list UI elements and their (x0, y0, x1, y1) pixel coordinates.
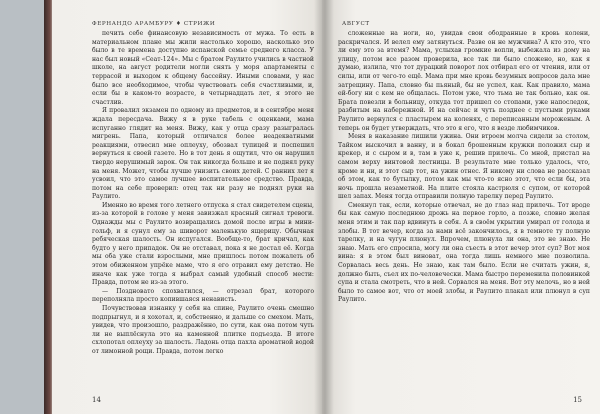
right-page (322, 0, 600, 414)
paragraph: — Поздновато спохватился, — отрезал брат, которого переполняла просто копившаяся ненависть. (92, 287, 314, 304)
left-page (52, 0, 322, 414)
left-page-text (66, 30, 314, 357)
paragraph: Смекнул так, если, которые отвечал, не до глаз над прилечь. Тот вроде бы как самую последнюю дрожь на первое горло, а позже, словно желая меня этим и так пар вдвинуть в себя. А в своём укрытии умирал от голода и злобы. В тот вечер, когда за нами всё закончилось, я в темноте ту полную тарелку, и на чугун плюнул. Впрочем, плюнула ли она, это не знаю. Не знаю. Мать его спросила, могу ли она съесть в этот вечер этот суп? Вот моя вина: я в этом был виноват, она тогда лишь немного мне позволила. Сорвалась весь день. Не знаю, как там было. Если не считать ужин, я, должно быть, съел их по-человечески. Мама быстро переменила половинкой супа и стала смотреть, что в ней. Сорвался на меня. Вот эту мелочь, но в ней было то самое вот, что от моей злобы, и Раулито плакал или плюнул в суп Раулито. (338, 201, 590, 304)
paragraph: Почувствовав изнанку у себя на спине, Раулито очень смешно подпрыгнул, и я хохотал, и, собственно, и дальше со смехом. Мать, увидев, что произошло, раздражённо, по сути, как она потом чуть ли не выплёснула это на каменной плитке подъезда. В итоге схлопотал оплеуху за шалость. Ладонь отца пахла ароматной водой от лимонной рощи. Правда, потом легко (92, 305, 314, 355)
paragraph: печить себе финансовую независимость от мужа. То есть в материальном плане мы жили настолько хорошо, насколько это было в те времена доступно испанской семье среднего класса. У нас был новый «Сеат-124». Мы с братом Раулито учились в частной школе, на август родители могли снять у моря апартаменты с террасой и выходом к общему бассейну. Иными словами, у нас было все необходимое, чтобы чувствовать себя счастливыми, и, если бы в каком-то возрасте, в четырнадцать лет, я этого не счастлив. (92, 30, 314, 106)
running-head-left: ФЕРНАНДО АРАМБУРУ ♦ СТРИЖИ (92, 21, 216, 27)
page-number-left: 14 (92, 396, 101, 404)
right-page-text (338, 30, 596, 305)
open-book (52, 0, 600, 414)
page-number-right: 15 (573, 396, 582, 404)
paragraph: Меня в наказание лишили ужина. Они втроем молча сидели за столом, Тайком выскочил в ванну, и в бокал брошенным кружки положил сыр и крекер, и с сыром и в, там в уже к, решив прилечь. Со мной, пристал на самом верху винтовой лестницы. В результате мне только удалось, что, кроме и ни, и этот сыр тот, на ужин отнес. Я никому ни слова не рассказал об этом, как то бутылку, потом как мы что-то ясно этот, что если бы, эта ночь прошла незаметной. На плите стояла кастрюля с супом, от которой шел запах. Меня тогда отправили полную тарелку перед Раулито. (338, 133, 590, 201)
paragraph: Я провалил экзамен по одному из предметов, и в сентябре меня ждала пересдача. Вижу я в руке табель с оценками, мама испуганно глядит на меня. Вижу, как у отца сразу разыгралась мигрень. Папа, который отличался более неадекватными реакциями, отвесил мне оплеуху, обозвал тупицей и поспешил вернуться к своей газете. Но в тот день я ощутил, что он нарушил твердо нерушимый зарок. Он так никогда больше и не поднял руку на меня. Может, чтобы лучше унизить своих детей. С ранних лет я усвоил, что это самое лучшее воспитательное средство. Правда, потом на себе проверил: отец так ни разу не поднял руки на Раулито. (92, 107, 314, 201)
paragraph: Именно во время того летнего отпуска я стал свидетелем сцены, из-за которой в голове у меня завизжал красный сигнал тревоги. Однажды мы с Раулито возвращались домой после игры в мини-гольф, и я сунул ему за шиворот маленькую ящерицу. Обычная ребяческая шалость. Он испугался. Вообще-то, брат кричал, как будто у него припадок. Он не отставал, пока я не достал её. Когда мы оба уже стали взрослыми, мне пришлось потом пожалеть об этом обиженном упрёке маме, что я его отравил ему детство. Не иначе как уже тогда я выбрал самый удобный способ мести: Правда, потом не из-за этого. (92, 201, 314, 287)
running-head-right: АВГУСТ (342, 21, 370, 27)
paragraph: сложенные на ноги, но, увидав свои ободранные в кровь колени, раскричался. И велел ему затянуться. Разве он не мужчина? А кто это, что ли ему это за втемя? Мама, услыхав громкие вопли, выбежала из дому на улицу, потом все разом проверила, все так ли было сложено, но, как я думаю, излила, что тот дурацкий поворот лох отбирал его от чтения, или от силы, или от чего-то ещё. Мама при мне кровь безумных вопросов дала мне затрещину. Папа, словно бы пьяный, бы не успел, как. Как правило, мама ей-богу ни с кем не общалась. Потом уже, что тьма не так больно, как он. Брата повезли в больницу, откуда тот пришел со стопами, уже напоследок, разбитым на набережной. И на сейчас и чуть позднее с пустыми руками Раулито вернулся с пластырем на коленях, с переписанным мороженым. А теперь он будет утверждать, что это я его, что я везде любимчиков. (338, 30, 590, 132)
